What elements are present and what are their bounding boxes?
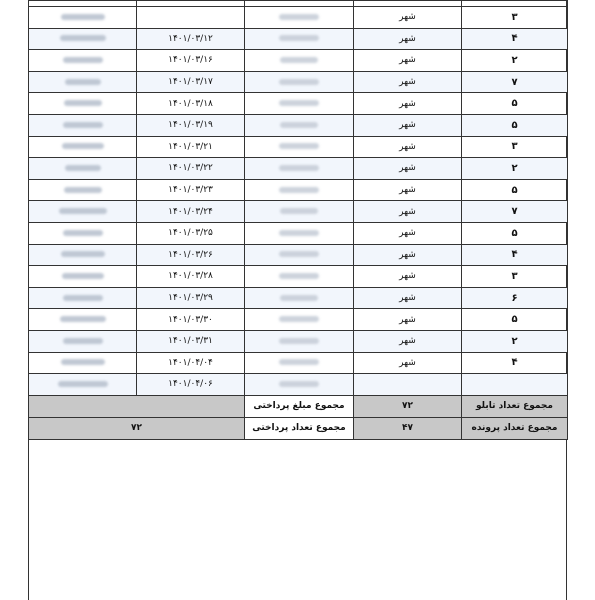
redacted-name-cell — [29, 309, 137, 331]
city-cell: شهر — [354, 244, 462, 266]
count-cell: ۳ — [462, 7, 568, 29]
summary-empty-cell — [29, 395, 245, 417]
redacted-name-cell — [29, 244, 137, 266]
redacted-name-cell — [29, 222, 137, 244]
redacted-code-cell — [245, 374, 354, 396]
redacted-code-cell — [245, 330, 354, 352]
count-cell: ۷ — [462, 71, 568, 93]
redacted-text — [64, 100, 102, 106]
city-cell: شهر — [354, 158, 462, 180]
redacted-code-cell — [245, 201, 354, 223]
date-cell: ۱۴۰۱/۰۳/۳۰ — [137, 309, 245, 331]
redacted-name-cell — [29, 71, 137, 93]
boards-total-value: ۷۲ — [354, 395, 462, 417]
redacted-text — [279, 165, 319, 171]
redacted-text — [279, 338, 319, 344]
redacted-text — [280, 208, 318, 214]
redacted-code-cell — [245, 222, 354, 244]
date-cell: ۱۴۰۱/۰۴/۰۶ — [137, 374, 245, 396]
city-cell: شهر — [354, 114, 462, 136]
redacted-name-cell — [29, 114, 137, 136]
redacted-text — [63, 122, 103, 128]
table-row — [29, 7, 568, 29]
table-row — [29, 114, 568, 136]
count-cell: ۷ — [462, 201, 568, 223]
redacted-code-cell — [245, 352, 354, 374]
redacted-text — [279, 14, 319, 20]
table-row — [29, 201, 568, 223]
redacted-code-cell — [245, 266, 354, 288]
files-total-label: مجموع تعداد پرونده — [462, 417, 568, 439]
redacted-text — [61, 14, 105, 20]
redacted-code-cell — [245, 309, 354, 331]
redacted-code-cell — [245, 50, 354, 72]
redacted-text — [59, 208, 107, 214]
redacted-code-cell — [245, 114, 354, 136]
table-row — [29, 136, 568, 158]
redacted-text — [279, 79, 319, 85]
table-row — [29, 28, 568, 50]
count-cell: ۴ — [462, 244, 568, 266]
table-row — [29, 374, 568, 396]
redacted-text — [62, 143, 104, 149]
date-cell: ۱۴۰۱/۰۳/۲۸ — [137, 266, 245, 288]
table-row — [29, 158, 568, 180]
redacted-text — [280, 122, 318, 128]
city-cell: شهر — [354, 222, 462, 244]
redacted-text — [61, 359, 105, 365]
redacted-code-cell — [245, 7, 354, 29]
date-cell: ۱۴۰۱/۰۳/۲۹ — [137, 287, 245, 309]
redacted-code-cell — [245, 179, 354, 201]
city-cell: شهر — [354, 93, 462, 115]
summary-section — [29, 395, 568, 439]
city-cell: شهر — [354, 28, 462, 50]
redacted-name-cell — [29, 93, 137, 115]
redacted-name-cell — [29, 287, 137, 309]
date-cell: ۱۴۰۱/۰۳/۲۱ — [137, 136, 245, 158]
city-cell — [354, 374, 462, 396]
redacted-name-cell — [29, 28, 137, 50]
redacted-text — [279, 35, 319, 41]
date-cell: ۱۴۰۱/۰۳/۱۹ — [137, 114, 245, 136]
redacted-code-cell — [245, 158, 354, 180]
table-row — [29, 179, 568, 201]
city-cell: شهر — [354, 71, 462, 93]
redacted-name-cell — [29, 7, 137, 29]
date-cell: ۱۴۰۱/۰۳/۱۲ — [137, 28, 245, 50]
payment-count-label: مجموع تعداد پرداختی — [245, 417, 354, 439]
count-cell: ۴ — [462, 28, 568, 50]
payment-amount-label: مجموع مبلغ پرداختی — [245, 395, 354, 417]
redacted-text — [279, 187, 319, 193]
city-cell: شهر — [354, 330, 462, 352]
date-cell: ۱۴۰۱/۰۳/۲۴ — [137, 201, 245, 223]
table-row — [29, 352, 568, 374]
redacted-code-cell — [245, 244, 354, 266]
date-cell: ۱۴۰۱/۰۴/۰۴ — [137, 352, 245, 374]
table-row — [29, 50, 568, 72]
redacted-code-cell — [245, 93, 354, 115]
date-cell: ۱۴۰۱/۰۳/۲۲ — [137, 158, 245, 180]
date-cell: ۱۴۰۱/۰۳/۲۵ — [137, 222, 245, 244]
table-row — [29, 93, 568, 115]
city-cell: شهر — [354, 179, 462, 201]
redacted-text — [65, 79, 101, 85]
count-cell: ۳ — [462, 266, 568, 288]
date-cell: ۱۴۰۱/۰۳/۲۳ — [137, 179, 245, 201]
date-cell: ۱۴۰۱/۰۳/۱۶ — [137, 50, 245, 72]
redacted-text — [279, 381, 319, 387]
table-row — [29, 266, 568, 288]
table-row — [29, 244, 568, 266]
count-cell — [462, 374, 568, 396]
date-cell: ۱۴۰۱/۰۳/۳۱ — [137, 330, 245, 352]
redacted-name-cell — [29, 374, 137, 396]
summary-row-1 — [29, 395, 568, 417]
redacted-text — [279, 251, 319, 257]
redacted-name-cell — [29, 179, 137, 201]
redacted-code-cell — [245, 28, 354, 50]
date-cell: ۱۴۰۱/۰۳/۱۷ — [137, 71, 245, 93]
redacted-text — [280, 295, 318, 301]
redacted-text — [280, 57, 318, 63]
records-table — [28, 0, 568, 440]
city-cell: شهر — [354, 136, 462, 158]
count-cell: ۲ — [462, 158, 568, 180]
summary-row-2 — [29, 417, 568, 439]
redacted-text — [63, 230, 103, 236]
redacted-text — [60, 35, 106, 41]
city-cell: شهر — [354, 7, 462, 29]
redacted-name-cell — [29, 330, 137, 352]
count-cell: ۵ — [462, 309, 568, 331]
redacted-name-cell — [29, 50, 137, 72]
date-cell: ۱۴۰۱/۰۳/۱۸ — [137, 93, 245, 115]
count-cell: ۳ — [462, 136, 568, 158]
count-cell: ۶ — [462, 287, 568, 309]
city-cell: شهر — [354, 309, 462, 331]
city-cell: شهر — [354, 266, 462, 288]
count-cell: ۵ — [462, 222, 568, 244]
redacted-name-cell — [29, 136, 137, 158]
count-cell: ۲ — [462, 50, 568, 72]
redacted-text — [61, 251, 105, 257]
redacted-text — [279, 143, 319, 149]
count-cell: ۴ — [462, 352, 568, 374]
city-cell: شهر — [354, 201, 462, 223]
redacted-text — [65, 165, 101, 171]
table-row — [29, 222, 568, 244]
count-cell: ۲ — [462, 330, 568, 352]
city-cell: شهر — [354, 287, 462, 309]
redacted-text — [58, 381, 108, 387]
redacted-name-cell — [29, 266, 137, 288]
count-cell: ۵ — [462, 179, 568, 201]
redacted-text — [279, 230, 319, 236]
city-cell: شهر — [354, 352, 462, 374]
redacted-name-cell — [29, 352, 137, 374]
redacted-text — [279, 316, 319, 322]
table-row — [29, 71, 568, 93]
redacted-text — [60, 316, 106, 322]
redacted-text — [63, 295, 103, 301]
redacted-text — [279, 359, 319, 365]
table-row — [29, 309, 568, 331]
redacted-text — [279, 273, 319, 279]
date-cell — [137, 7, 245, 29]
records-table-body — [29, 1, 568, 396]
redacted-name-cell — [29, 201, 137, 223]
redacted-text — [63, 338, 103, 344]
count-cell: ۵ — [462, 93, 568, 115]
redacted-name-cell — [29, 158, 137, 180]
files-total-value: ۴۷ — [354, 417, 462, 439]
date-cell: ۱۴۰۱/۰۳/۲۶ — [137, 244, 245, 266]
payment-count-value: ۷۲ — [29, 417, 245, 439]
boards-total-label: مجموع تعداد تابلو — [462, 395, 568, 417]
redacted-text — [279, 100, 319, 106]
redacted-text — [63, 57, 103, 63]
redacted-text — [62, 273, 104, 279]
city-cell: شهر — [354, 50, 462, 72]
redacted-code-cell — [245, 71, 354, 93]
redacted-code-cell — [245, 287, 354, 309]
redacted-code-cell — [245, 136, 354, 158]
table-row — [29, 287, 568, 309]
redacted-text — [64, 187, 102, 193]
table-row — [29, 330, 568, 352]
count-cell: ۵ — [462, 114, 568, 136]
